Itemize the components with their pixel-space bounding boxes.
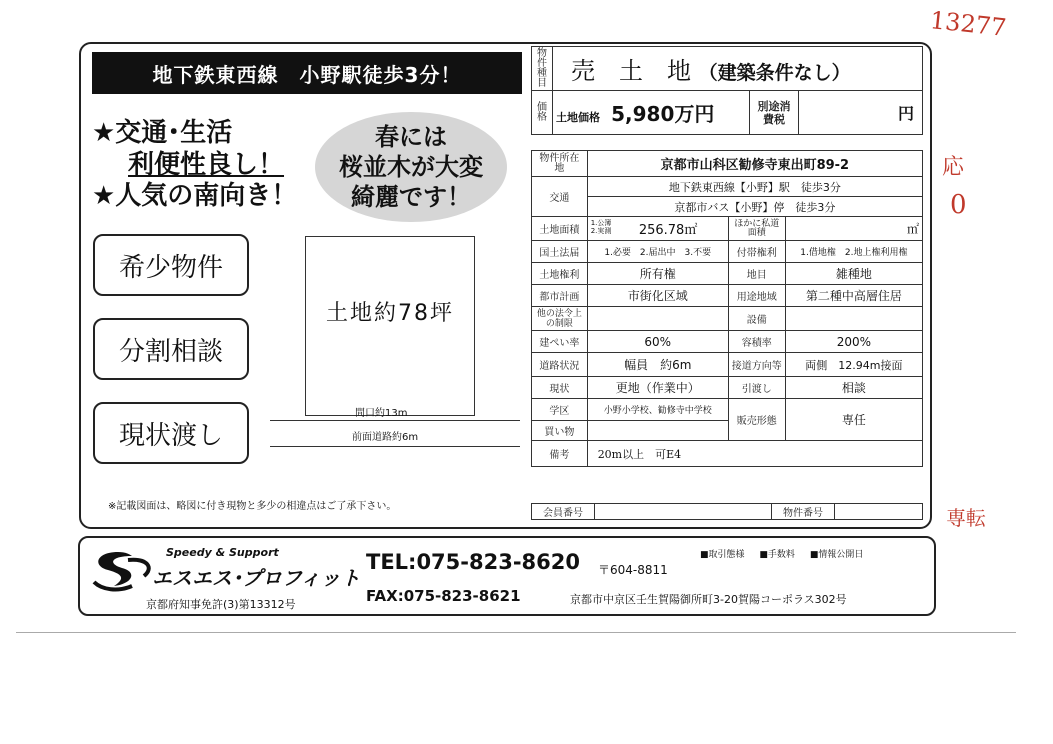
road-line-top: [270, 420, 520, 421]
location-label: 物件所在地: [532, 151, 588, 177]
tax-label: 別途消費税: [750, 91, 799, 135]
status-label: 現状: [532, 377, 588, 399]
delivery-value: 相談: [785, 377, 922, 399]
land-law-value: 1.必要 2.届出中 3.不要: [587, 241, 728, 263]
road-status-value: 幅員 約6m: [587, 353, 728, 377]
mode-item: ■情報公開日: [809, 550, 864, 560]
frontage-label: 間口約13m: [355, 408, 408, 419]
access-subway: 地下鉄東西線【小野】駅 徒歩3分: [587, 177, 922, 197]
status-value: 更地（作業中）: [587, 377, 728, 399]
school-label: 学区: [532, 399, 588, 421]
bubble-line-2: 桜並木が大変: [339, 153, 483, 181]
private-road-value: ㎡: [785, 217, 922, 241]
land-law-label: 国土法届: [532, 241, 588, 263]
road-status-label: 道路状況: [532, 353, 588, 377]
shopping-value: [587, 421, 728, 441]
far-label: 容積率: [728, 331, 785, 353]
bubble-line-3: 綺麗です！: [351, 183, 471, 211]
land-area-label: 土地面積: [532, 217, 588, 241]
scan-edge-line: [16, 632, 1016, 633]
road-line-bottom: [270, 446, 520, 447]
lot-area-label: 土地約78坪: [326, 300, 454, 326]
ownership-value: 所有権: [587, 263, 728, 285]
company-tagline: Speedy & Support: [166, 546, 279, 559]
city-plan-label: 都市計画: [532, 285, 588, 307]
mode-item: ■取引態様: [700, 550, 745, 560]
road-dir-label: 接道方向等: [728, 353, 785, 377]
company-fax: FAX:075-823-8621: [366, 587, 521, 605]
company-address: 京都市中京区壬生賀陽御所町3-20賀陽コーポラス302号: [570, 593, 847, 606]
member-value: [595, 504, 772, 520]
plan-disclaimer: ※記載図面は、略図に付き現物と多少の相違点はご了承下さい。: [108, 501, 397, 512]
sales-label: 販売形態: [728, 399, 785, 441]
mode-item: ■手数料: [759, 550, 795, 560]
other-law-label: 他の法令上の制限: [532, 307, 588, 331]
station-banner: 地下鉄東西線 小野駅徒歩3分！: [92, 52, 522, 94]
access-label: 交通: [532, 177, 588, 217]
transaction-modes: [700, 547, 863, 560]
remarks-value: 20m以上 可E4: [587, 441, 922, 467]
lot-diagram: [305, 236, 475, 416]
price-value: 5,980万円: [611, 102, 715, 126]
detail-table: [531, 150, 923, 467]
property-no-label: 物件番号: [772, 504, 835, 520]
price-cell: [553, 91, 750, 135]
company-license: 京都府知事免許(3)第13312号: [146, 598, 296, 611]
bubble-line-1: 春には: [375, 123, 447, 151]
tax-unit: 円: [799, 91, 923, 135]
city-plan-value: 市街化区域: [587, 285, 728, 307]
handwritten-mark-2: 0: [950, 190, 967, 220]
land-area-cell: [587, 217, 728, 241]
chimoku-value: 雑種地: [785, 263, 922, 285]
property-no-value: [835, 504, 923, 520]
facilities-value: [785, 307, 922, 331]
feature-split: 分割相談: [93, 318, 249, 380]
bcr-value: 60%: [587, 331, 728, 353]
road-label: 前面道路約6m: [352, 432, 419, 443]
price-sub: 土地価格: [556, 111, 600, 124]
type-cell: [553, 47, 923, 91]
location-value: 京都市山科区勧修寺東出町89-2: [587, 151, 922, 177]
far-value: 200%: [785, 331, 922, 353]
private-road-label: ほかに私道面積: [728, 217, 785, 241]
price-label: 価格: [532, 91, 553, 135]
rights-value: 1.借地権 2.地上権利用権: [785, 241, 922, 263]
zoning-value: 第二種中高層住居: [785, 285, 922, 307]
handwritten-mark-1: 応: [942, 155, 965, 180]
sales-value: 専任: [785, 399, 922, 441]
id-table: [531, 503, 923, 520]
facilities-label: 設備: [728, 307, 785, 331]
member-label: 会員番号: [532, 504, 595, 520]
type-label: 物件種目: [532, 47, 553, 91]
catch-line-3: ★人気の南向き！: [92, 181, 298, 211]
company-logo-icon: [88, 548, 158, 594]
feature-as-is: 現状渡し: [93, 402, 249, 464]
bcr-label: 建ぺい率: [532, 331, 588, 353]
chimoku-label: 地目: [728, 263, 785, 285]
handwritten-mark-3: 専転: [946, 506, 986, 530]
school-value: 小野小学校、勧修寺中学校: [587, 399, 728, 421]
rights-label: 付帯権利: [728, 241, 785, 263]
access-bus: 京都市バス【小野】停 徒歩3分: [587, 197, 922, 217]
land-area-value: 256.78㎡: [638, 223, 698, 238]
company-tel: TEL:075-823-8620: [366, 550, 580, 574]
land-area-sub: 1.公簿 2.実測: [590, 219, 612, 235]
remarks-label: 備考: [532, 441, 588, 467]
catch-line-1: ★交通･生活: [92, 118, 233, 148]
company-postal: 〒604-8811: [598, 563, 668, 577]
header-table: [531, 46, 923, 135]
shopping-label: 買い物: [532, 421, 588, 441]
road-dir-value: 両側 12.94m接面: [785, 353, 922, 377]
catch-line-2: 利便性良し！: [128, 150, 285, 180]
ownership-label: 土地権利: [532, 263, 588, 285]
type-note: （建築条件なし）: [698, 62, 851, 84]
other-law-value: [587, 307, 728, 331]
feature-rare: 希少物件: [93, 234, 249, 296]
zoning-label: 用途地域: [728, 285, 785, 307]
handwritten-number: 13277: [928, 6, 1008, 42]
spring-bubble: [315, 112, 507, 222]
delivery-label: 引渡し: [728, 377, 785, 399]
type-value: 売 土 地: [571, 57, 691, 85]
company-name: エスエス･プロフィット: [152, 566, 361, 590]
